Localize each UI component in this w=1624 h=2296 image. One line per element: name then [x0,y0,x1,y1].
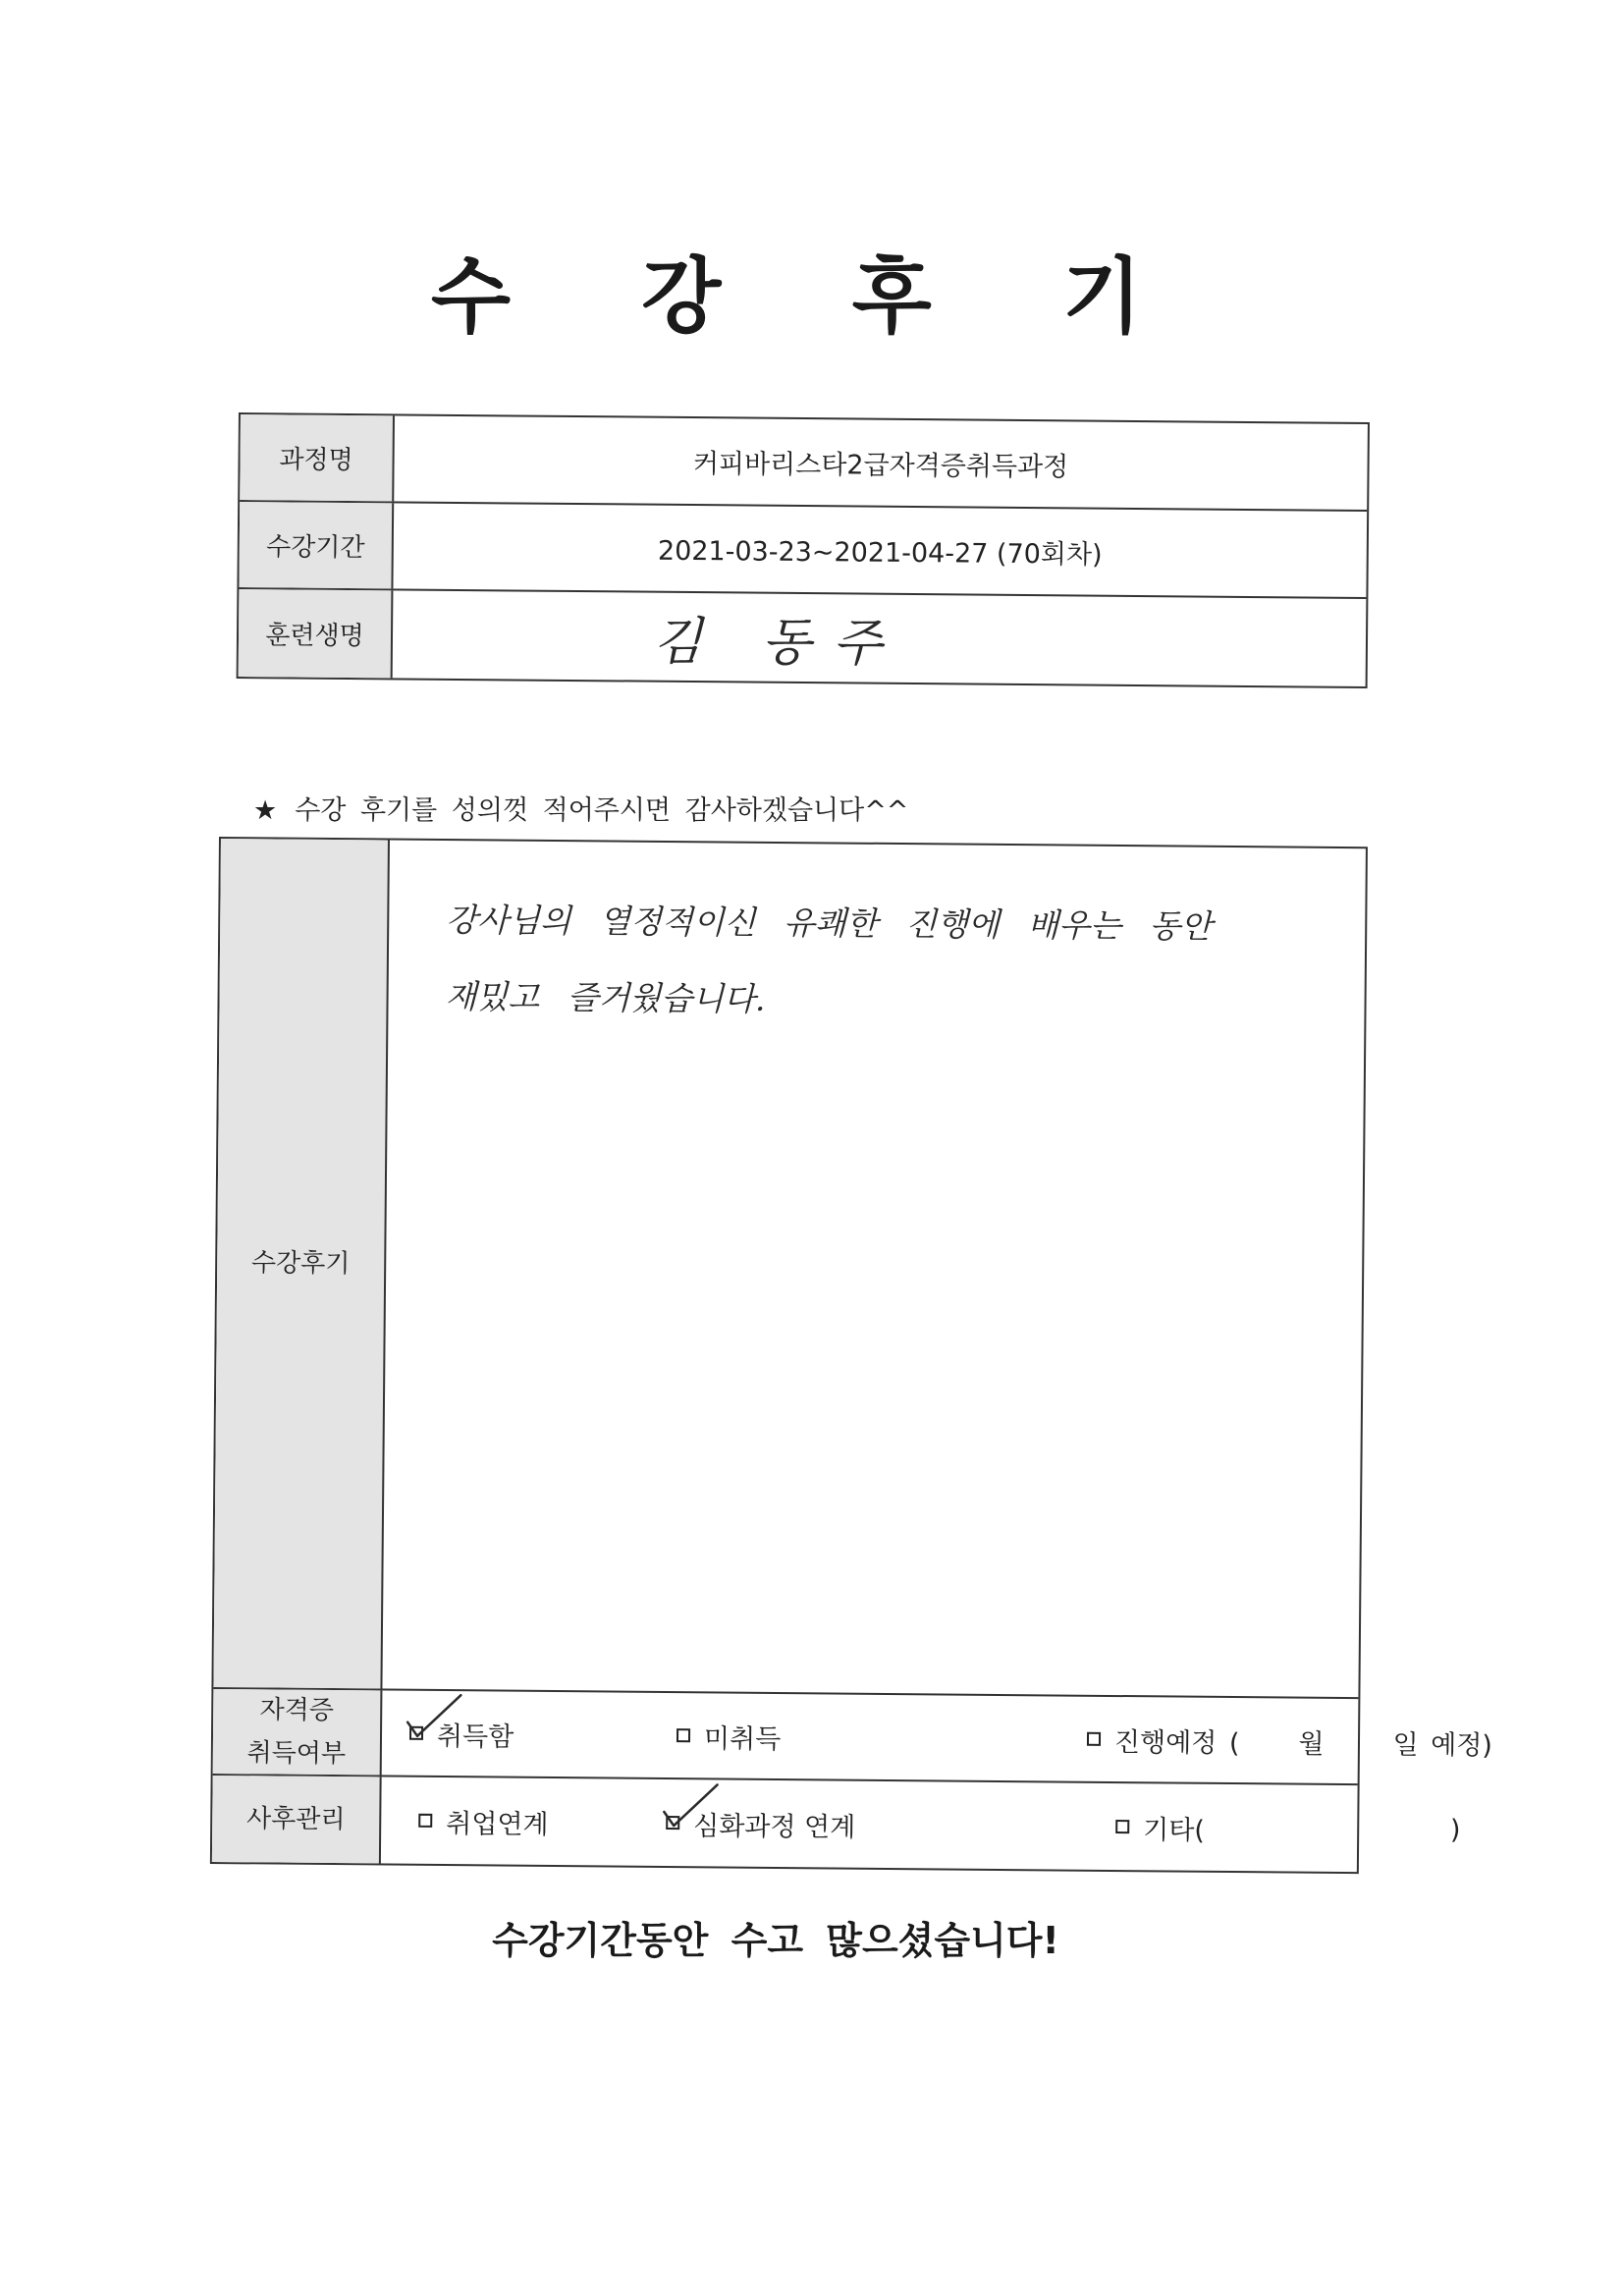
option-other[interactable] [1115,1783,1461,1873]
course-period-label: 수강기간 [239,502,394,588]
planned-day-unit: 일 예정) [1392,1728,1493,1761]
option-not-acquired-label: 미취득 [703,1722,782,1755]
course-name-value: 커피바리스타2급자격증취득과정 [692,449,1069,483]
review-table [210,837,1493,1874]
review-line-2: 재밌고 즐거웠습니다. [445,977,766,1018]
course-name-row [240,414,1368,512]
review-body [382,841,1366,1698]
option-planned-label: 진행예정 ( [1113,1726,1240,1759]
option-advanced[interactable] [666,1779,856,1868]
option-acquired-label: 취득함 [436,1721,514,1753]
option-advanced-label: 심화과정 연계 [693,1810,856,1843]
course-name-label: 과정명 [240,414,395,501]
certification-label-line-2: 취득여부 [246,1738,347,1770]
request-note [253,789,908,827]
review-label: 수강후기 [213,839,390,1688]
aftercare-row [212,1776,1461,1872]
planned-month-unit: 월 [1298,1728,1325,1760]
trainee-name-value: 김 동주 [652,612,904,674]
aftercare-label: 사후관리 [212,1776,382,1863]
option-other-label: 기타( [1143,1814,1206,1846]
request-note-text: 수강 후기를 성의껏 적어주시면 감사하겠습니다^^ [295,795,909,826]
trainee-name-row [239,589,1367,686]
course-info-table [237,412,1370,688]
option-employment-label: 취업연계 [446,1808,549,1840]
certification-label-line-1: 자격증 [259,1695,335,1726]
option-other-close: ) [1449,1814,1461,1845]
checkbox-not-acquired[interactable] [677,1728,690,1742]
option-not-acquired[interactable] [677,1693,782,1778]
certification-row [213,1689,1493,1785]
option-planned[interactable] [1087,1697,1493,1785]
course-period-row [239,502,1367,599]
option-employment[interactable] [418,1777,549,1865]
checkmark-icon [660,1782,720,1842]
aftercare-options [381,1777,1461,1872]
checkbox-other[interactable] [1115,1820,1129,1833]
course-period-value: 2021-03-23~2021-04-27 (70회차) [657,535,1103,571]
trainee-name-label: 훈련생명 [239,589,394,678]
checkbox-planned[interactable] [1087,1732,1101,1746]
checkbox-employment[interactable] [418,1814,432,1828]
closing-message: 수강기간동안 수고 많으셨습니다! [492,1919,1059,1962]
option-acquired[interactable] [409,1691,514,1777]
checkmark-icon [404,1693,463,1753]
star-icon: ★ [253,795,278,826]
review-row [213,839,1366,1699]
review-handwritten-text [445,882,1212,1042]
certification-label [213,1689,383,1775]
review-line-1: 강사님의 열정적이신 유쾌한 진행에 배우는 동안 [446,901,1213,946]
certification-options [382,1690,1493,1783]
page-title: 수 강 후 기 [430,248,1194,345]
